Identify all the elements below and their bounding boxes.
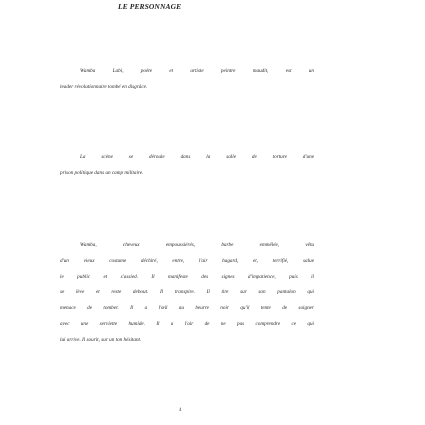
section-title: LE PERSONNAGE — [118, 2, 182, 11]
paragraph-line: prison politique dans un camp militaire. — [60, 169, 144, 176]
page-number: 4 — [179, 408, 182, 413]
paragraph-line: le public et s'assied. Il manifeste des signes d'impatience, puis il — [60, 273, 314, 280]
paragraph-line: lui arrive. Il sourit, sur un ton hésitant. — [60, 336, 142, 343]
paragraph-character-intro — [60, 64, 314, 96]
paragraph-line: Wamba Labi, poète et artiste peintre maudit, est un — [80, 68, 314, 74]
paragraph-line: La scène se déroule dans la salle de torture d'une — [80, 154, 314, 160]
paragraph-line: se lève et reste debout. Il transpire. Il tire sur son pantalon qui — [60, 289, 314, 296]
paragraph-line: menace de tomber. Il a l'œil au beurre noir qu'il tente de soigner — [60, 305, 314, 312]
paragraph-stage-directions — [60, 238, 314, 349]
paragraph-line: d'un vieux costume déchiré, entre, l'air hagard, et, terrifié, salue — [60, 257, 314, 264]
paragraph-scene-setting — [60, 150, 314, 182]
paragraph-line: Wamba, cheveux empoussiérés, barbe emmêlée, vêtu — [80, 242, 314, 248]
paragraph-line: avec une serviette humide. Il a l'air de ne pas comprendre ce qui — [60, 320, 314, 327]
paragraph-line: leader révolutionnaire tombé en disgrâce. — [60, 83, 148, 90]
